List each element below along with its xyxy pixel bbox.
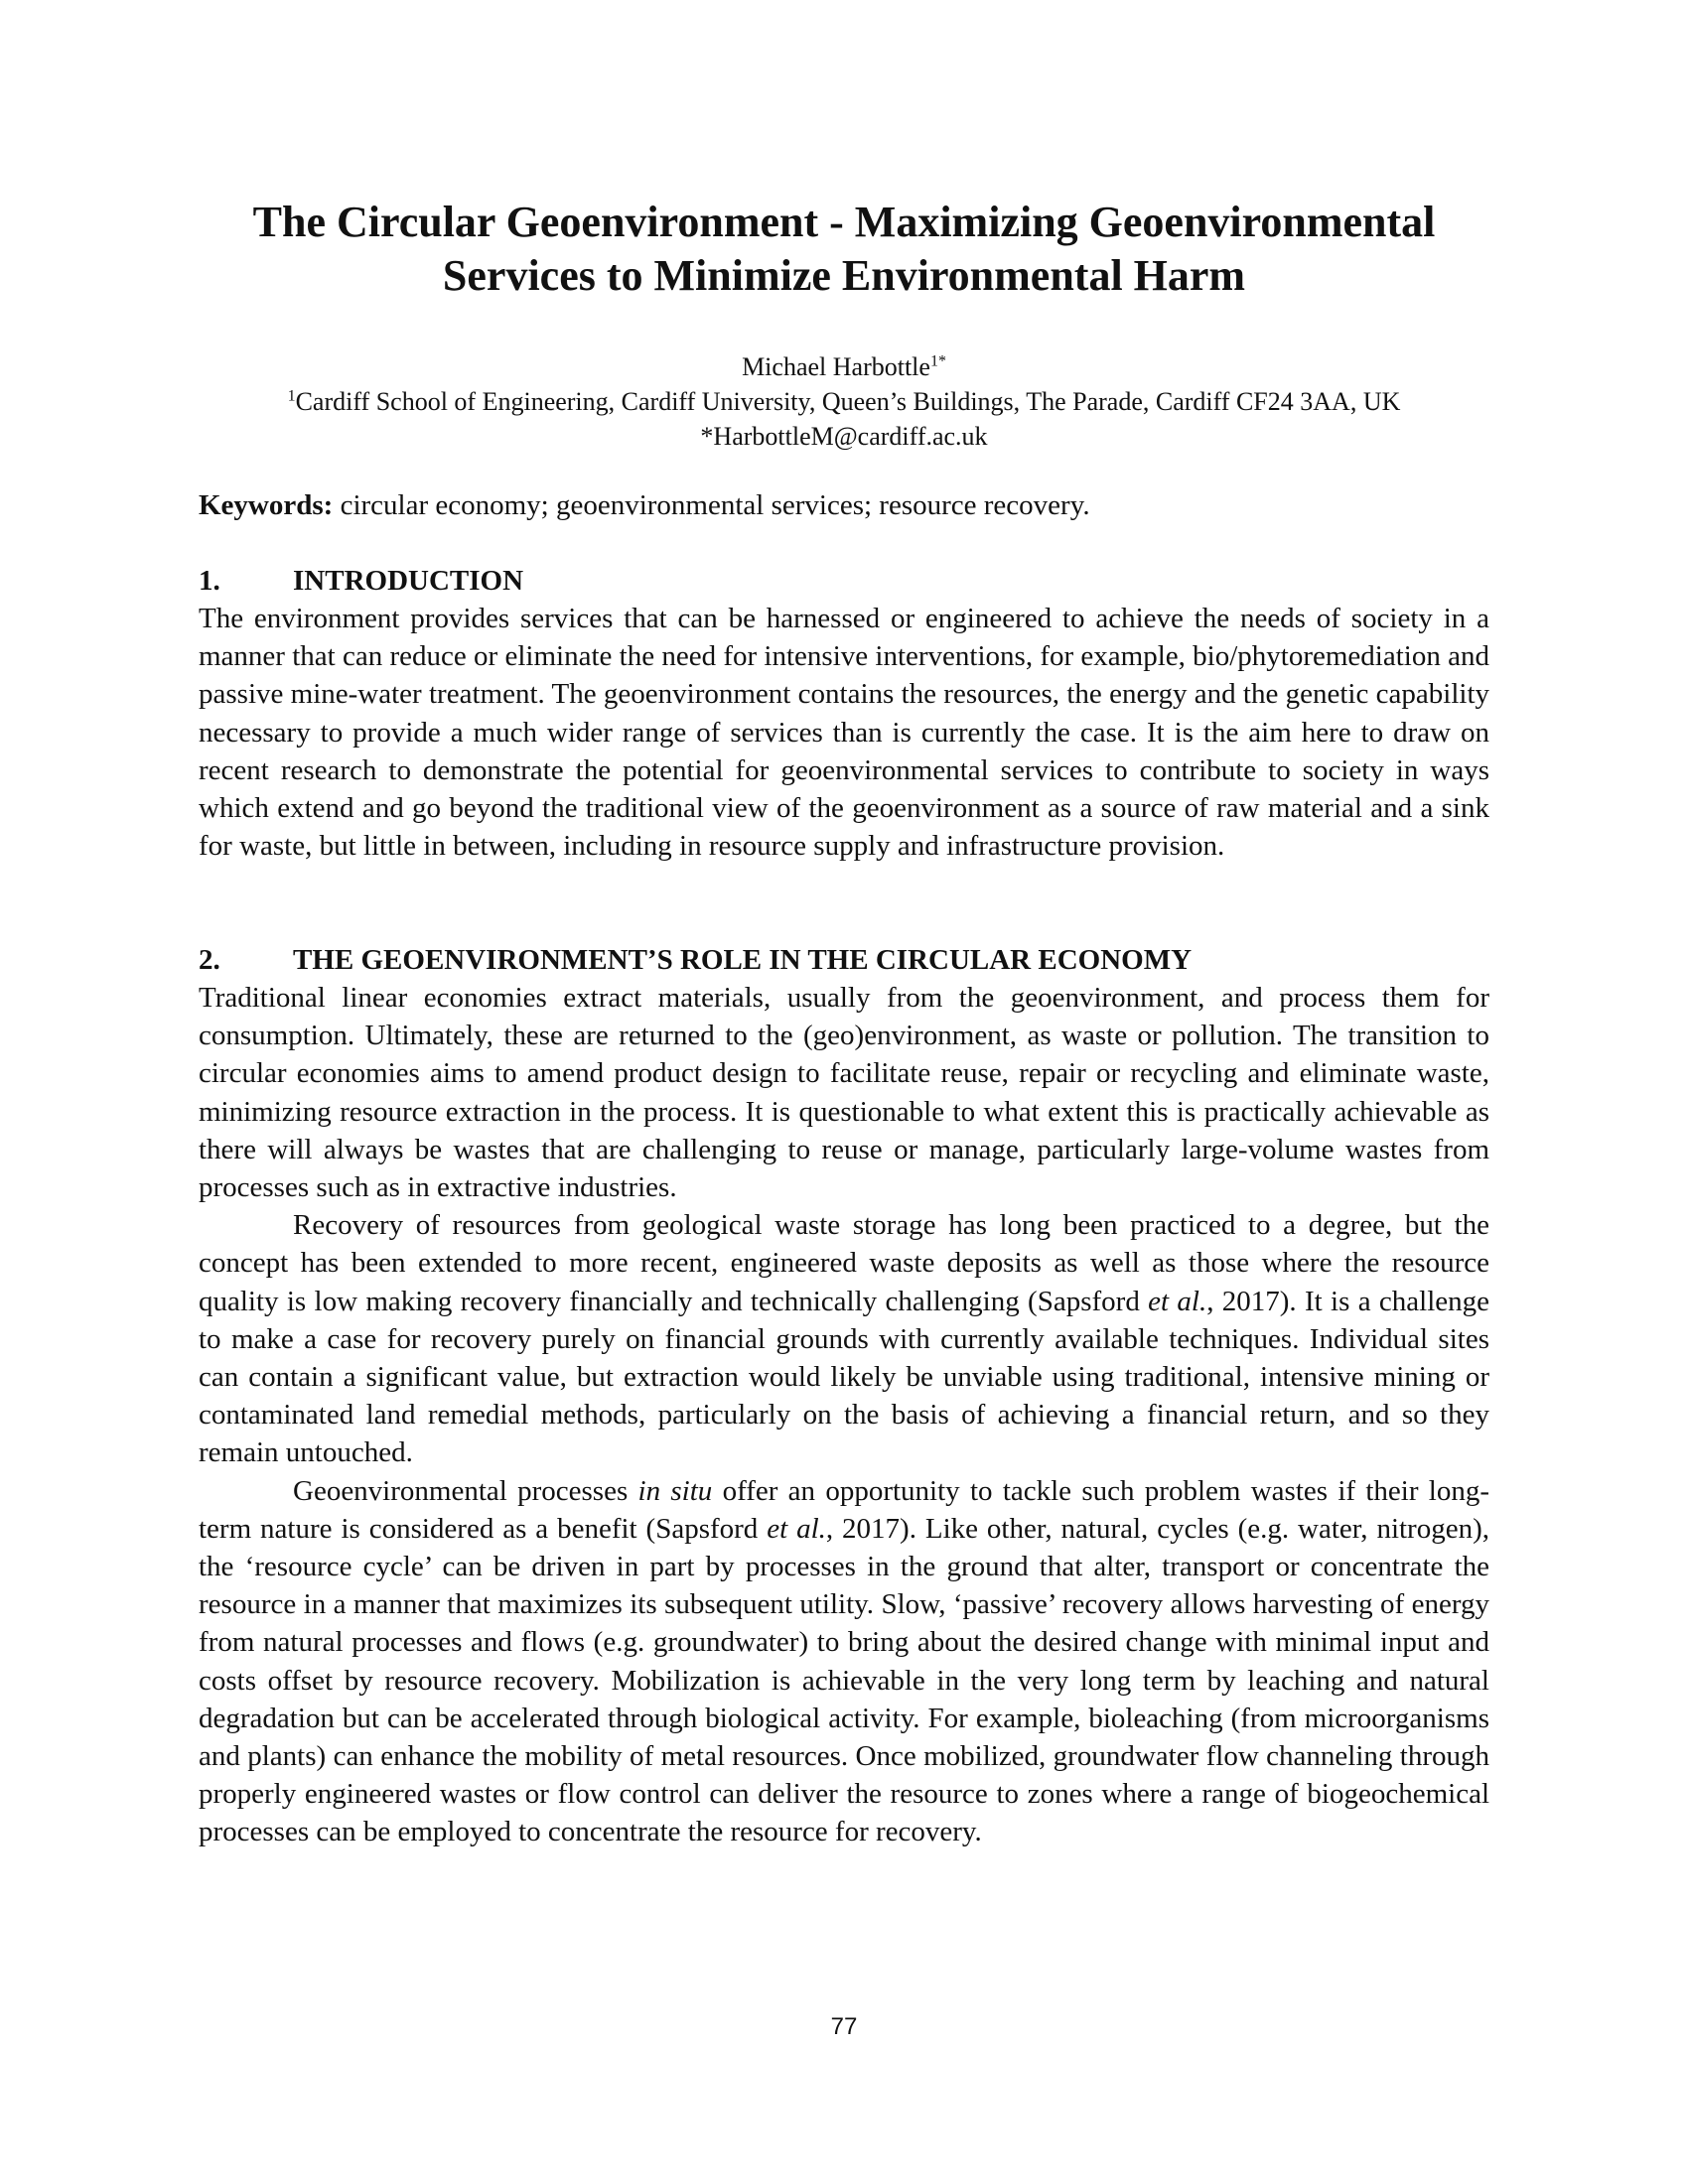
section-title: INTRODUCTION <box>293 565 524 597</box>
text-run: Recovery of resources from geological waste storage has long been practiced to a degree, but the concept has been extended to more recent, engineered waste deposits as well as those where the resource quality is low making recovery financially and technically challenging (Sapsford <box>199 1209 1489 1317</box>
paragraph <box>199 1206 1489 1471</box>
keywords-text: circular economy; geoenvironmental services; resource recovery. <box>333 489 1090 521</box>
author-email: *HarbottleM@cardiff.ac.uk <box>700 422 988 451</box>
affiliation-superscript: 1 <box>287 387 296 405</box>
paragraph: The environment provides services that can be harnessed or engineered to achieve the needs of society in a manner that can reduce or eliminate the need for intensive interventions, for example, bio/phytoremediation and passive mine-water treatment. The geoenvironment contains the resources, the energy and the genetic capability necessary to provide a much wider range of services than is currently the case. It is the aim here to draw on recent research to demonstrate the potential for geoenvironmental services to contribute to society in ways which extend and go beyond the traditional view of the geoenvironment as a source of raw material and a sink for waste, but little in between, including in resource supply and infrastructure provision. <box>199 603 1489 863</box>
author-block <box>199 349 1489 454</box>
paper-page <box>199 0 1489 2184</box>
affiliation-line <box>199 384 1489 419</box>
text-run: , 2017). It is a challenge to make a case for recovery purely on financial grounds with currently available techniques. Individual sites can contain a significant value, but extraction would likely be unviable using traditional, intensive mining or contaminated land remedial methods, particularly on the basis of achieving a financial return, and so they remain untouched. <box>199 1285 1489 1469</box>
section-heading <box>199 562 1489 600</box>
author-line <box>199 349 1489 384</box>
paragraph: Traditional linear economies extract materials, usually from the geoenvironment, and process them for consumption. Ultimately, these are returned to the (geo)environment, as waste or pollution. The transition to circular economies aims to amend product design to facilitate reuse, repair or recycling and eliminate waste, minimizing resource extraction in the process. It is questionable to what extent this is practically achievable as there will always be wastes that are challenging to reuse or manage, particularly large-volume wastes from processes such as in extractive industries. <box>199 982 1489 1204</box>
text-run: , 2017). Like other, natural, cycles (e.g. water, nitrogen), the ‘resource cycle’ can be driven in part by processes in the ground that alter, transport or concentrate the resource in a manner that maximizes its subsequent utility. Slow, ‘passive’ recovery allows harvesting of energy from natural processes and flows (e.g. groundwater) to bring about the desired change with minimal input and costs offset by resource recovery. Mobilization is achievable in the very long term by leaching and natural degradation but can be accelerated through biological activity. For example, bioleaching (from microorganisms and plants) can enhance the mobility of metal resources. Once mobilized, groundwater flow channeling through properly engineered wastes or flow control can deliver the resource to zones where a range of biogeochemical processes can be employed to concentrate the resource for recovery. <box>199 1512 1489 1848</box>
italic-run: in situ <box>637 1474 713 1507</box>
title-line-1: The Circular Geoenvironment - Maximizing Geoenvironmental <box>252 198 1436 246</box>
author-superscript: 1* <box>929 352 946 370</box>
section-number: 2. <box>199 944 220 976</box>
section-introduction <box>199 562 1489 865</box>
page-number: 77 <box>830 2013 858 2040</box>
section-heading <box>199 941 1489 979</box>
italic-run: et al. <box>767 1512 826 1545</box>
paragraph <box>199 1472 1489 1851</box>
section-circular-economy <box>199 941 1489 1851</box>
title-line-2: Services to Minimize Environmental Harm <box>442 251 1246 300</box>
text-run: Geoenvironmental processes <box>293 1474 638 1507</box>
italic-run: et al. <box>1148 1285 1207 1317</box>
keywords-label: Keywords: <box>199 489 334 521</box>
affiliation-text: Cardiff School of Engineering, Cardiff University, Queen’s Buildings, The Parade, Cardiff CF24 3AA, UK <box>295 387 1401 416</box>
text-run: offer an opportunity to tackle such problem wastes if their long-term nature is considered as a benefit (Sapsford <box>199 1474 1489 1545</box>
section-title: THE GEOENVIRONMENT’S ROLE IN THE CIRCULAR ECONOMY <box>293 944 1193 976</box>
keywords <box>199 486 1489 524</box>
paper-title <box>199 196 1489 303</box>
section-number: 1. <box>199 565 220 597</box>
author-name: Michael Harbottle <box>742 352 930 381</box>
